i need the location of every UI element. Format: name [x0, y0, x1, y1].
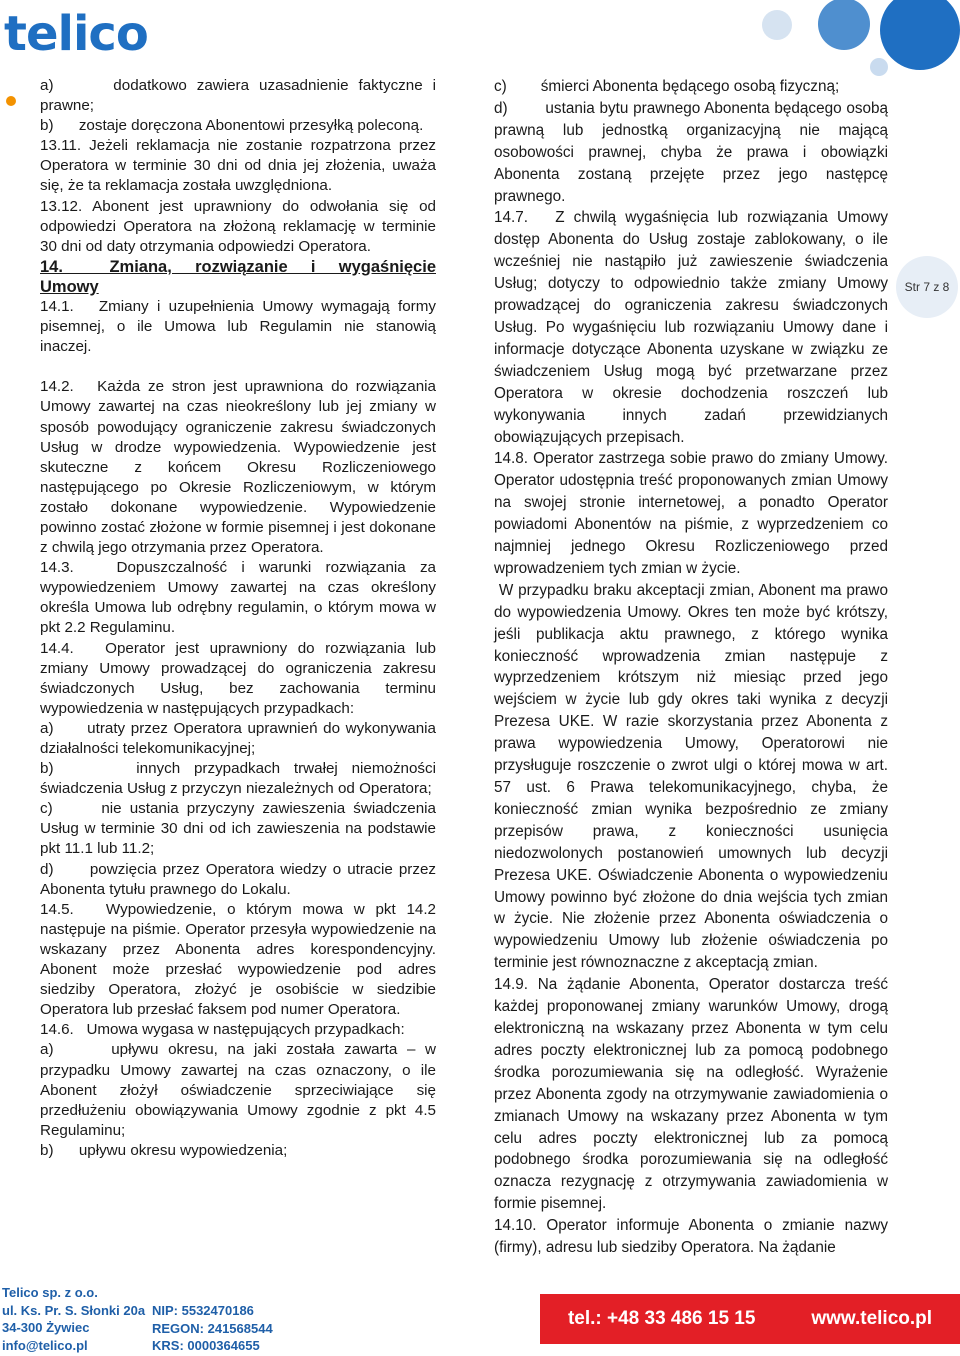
paragraph: d) ustania bytu prawnego Abonenta będącego osobą prawną lub jednostką organizacyjną nie mającą osobowości prawnej, chyba że prawa i obowiązki Abonenta zostaną przejęte przez jego następcę prawnego.: [494, 99, 888, 205]
paragraph: a) dodatkowo zawiera uzasadnienie faktyczne i prawne;: [40, 77, 436, 115]
company-name: Telico sp. z o.o.: [2, 1285, 98, 1300]
paragraph: 14.2. Każda ze stron jest uprawniona do rozwiązania Umowy zawartej na czas nieokreślony lub jej zmiany w sposób powodujący ograniczenie zakresu świadczonych Usług w drodze wypowiedzenia. Wypowiedzenie jest skuteczne z końcem Okresu Rozliczeniowego następującego po Okresie Rozliczeniowym, w którym zostało dokonane wypowiedzenie. Wypowiedzenie powinno zostać złożone w formie pisemnej i jest dokonane z chwilą jego otrzymania przez Operatora.: [40, 378, 436, 557]
paragraph: a) upływu okresu, na jaki została zawarta – w przypadku Umowy zawartej na czas oznaczony, o ile Abonent złożył oświadczenie sprzeciwiające się przedłużeniu obowiązywania Umowy zgodnie z pkt 4.5 Regulaminu;: [40, 1041, 436, 1139]
paragraph: 14.3. Dopuszczalność i warunki rozwiązania za wypowiedzeniem Umowy zawartej na czas określony określa Umowa lub odrębny regulamin, o którym mowa w pkt 2.2 Regulaminu.: [40, 559, 436, 637]
paragraph: 13.12. Abonent jest uprawniony do odwołania się od odpowiedzi Operatora na złożoną reklamację w terminie 30 dni od daty otrzymania odpowiedzi Operatora.: [40, 197, 436, 255]
paragraph: a) utraty przez Operatora uprawnień do wykonywania działalności telekomunikacyjnej;: [40, 719, 436, 757]
paragraph: c) nie ustania przyczyny zawieszenia świadczenia Usług w terminie 30 dni od ich zawieszenia na podstawie pkt 11.1 lub 11.2;: [40, 800, 436, 858]
paragraph: W przypadku braku akceptacji zmian, Abonent ma prawo do wypowiedzenia Umowy. Okres ten może być krótszy, jeśli publikacja aktu prawnego, z którego wynika konieczność wprowadzenia zmian następuje z wyprzedzeniem krótszym niż miesiąc przed jego wejściem w życie lub gdy okres taki wynika z decyzji Prezesa UKE. W razie skorzystania przez Abonenta z prawa wypowiedzenia Umowy, Operatorowi nie przysługuje roszczenie o zwrot ulgi o której mowa w art. 57 ust. 6 Prawa telekomunikacyjnego, chyba, że konieczność zmian wynika bezpośrednio ze zmiany przepisów prawa, z konieczności usunięcia niedozwolonych postanowień umownych lub decyzji Prezesa UKE. Oświadczenie Abonenta o wypowiedzeniu Umowy powinno być złożone do dnia wejścia tych zmian w życie. Nie złożenie przez Abonenta oświadczenia o wypowiedzeniu Umowy lub złożenie oświadczenia po terminie jest równoznaczne z akceptacją zmian.: [494, 581, 888, 972]
paragraph: 14.10. Operator informuje Abonenta o zmianie nazwy (firmy), adresu lub siedziby Operatora. Na żądanie: [494, 1217, 888, 1257]
page-number: Str 7 z 8: [904, 280, 950, 294]
page-number-badge: [896, 256, 958, 318]
footer-registry: [152, 1302, 273, 1355]
paragraph: 14.6. Umowa wygasa w następujących przypadkach:: [40, 1021, 405, 1039]
footer-phone[interactable]: tel.: +48 33 486 15 15: [567, 1308, 756, 1329]
paragraph: b) innych przypadkach trwałej niemożności świadczenia Usług z przyczyn niezależnych od Operatora;: [40, 760, 436, 798]
footer-website[interactable]: www.telico.pl: [811, 1308, 933, 1329]
paragraph: 14.7. Z chwilą wygaśnięcia lub rozwiązania Umowy dostęp Abonenta do Usług zostaje zablokowany, o ile wcześniej nie nastąpiło już zawieszenie świadczenia Usług; dotyczy to odpowiednio także zmiany Umowy prowadzącej do ograniczenia zakresu świadczonych Usług. Po wygaśnięciu lub rozwiązaniu Umowy dane i informacje dotyczące Abonenta uzyskane w związku ze świadczeniem Usług mogą być przetwarzane przez Operatora w okresie dochodzenia roszczeń lub wykonywania innych zadań przewidzianych obowiązujących przepisach.: [494, 209, 888, 446]
paragraph: b) zostaje doręczona Abonentowi przesyłką poleconą.: [40, 117, 424, 135]
regon: REGON: 241568544: [152, 1320, 273, 1336]
paragraph: 14.5. Wypowiedzenie, o którym mowa w pkt 14.2 następuje na piśmie. Operator przesyła wypowiedzenie na wskazany przez Abonenta adres korespondencyjny. Abonent może przesłać wypowiedzenie pod adres siedziby Operatora, złożyć je osobiście w siedzibie Operatora lub przesłać faksem pod numer Operatora.: [40, 900, 436, 1019]
paragraph: 14.9. Na żądanie Abonenta, Operator dostarcza treść każdej proponowanej zmiany warunków Umowy, drogą elektroniczną na wskazany przez Abonenta w tym celu adres poczty elektronicznej lub za pomocą podobnego środka porozumiewania się na odległość. Wyrażenie przez Abonenta zgody na otrzymywanie zawiadomienia o zmianach Umowy na wskazany przez Abonenta w tym celu adres poczty elektronicznej lub za pomocą podobnego środka porozumiewania się na odległość oznacza rezygnację z otrzymywania zawiadomienia w formie pisemnej.: [494, 976, 888, 1213]
section-heading: 14. Zmiana, rozwiązanie i wygaśnięcie: [40, 257, 436, 276]
paragraph: 14.8. Operator zastrzega sobie prawo do zmiany Umowy. Operator udostępnia treść proponowanych zmian Umowy na swojej stronie internetowej, a ponadto Operator powiadomi Abonentów na piśmie, z wyprzedzeniem co najmniej jednego Okresu Rozliczeniowego przed wprowadzeniem tych zmian w życie.: [494, 450, 888, 577]
section-heading-cont: Umowy: [40, 277, 99, 296]
paragraph: 14.4. Operator jest uprawniony do rozwiązania lub zmiany Umowy prowadzącej do ograniczenia zakresu świadczonych Usług, bez zachowania terminu wypowiedzenia w następujących przypadkach:: [40, 639, 436, 717]
paragraph: 14.1. Zmiany i uzupełnienia Umowy wymagają formy pisemnej, o ile Umowa lub Regulamin nie stanowią inaczej.: [40, 298, 436, 356]
paragraph: 13.11. Jeżeli reklamacja nie zostanie rozpatrzona przez Operatora w terminie 30 dni od dnia jej złożenia, uważa się, że ta reklamacja została uwzględniona.: [40, 137, 436, 195]
footer-company: [2, 1284, 145, 1354]
decor-bubble: [870, 58, 888, 76]
paragraph: c) śmierci Abonenta będącego osobą fizyczną;: [494, 78, 840, 95]
krs: KRS: 0000364655: [152, 1338, 260, 1353]
company-city: 34-300 Żywiec: [2, 1320, 90, 1335]
right-column: [494, 76, 888, 1259]
left-column: [40, 76, 436, 1161]
footer-contact-bar: [540, 1294, 960, 1344]
decor-bubble: [762, 10, 792, 40]
company-email[interactable]: info@telico.pl: [2, 1337, 88, 1353]
paragraph: d) powzięcia przez Operatora wiedzy o utracie przez Abonenta tytułu prawnego do Lokalu.: [40, 860, 436, 898]
paragraph: b) upływu okresu wypowiedzenia;: [40, 1141, 288, 1159]
logo-text: telico: [4, 6, 148, 62]
nip: NIP: 5532470186: [152, 1303, 254, 1318]
decor-bubble: [818, 0, 870, 50]
decor-bubble: [880, 0, 960, 70]
logo-dot: [6, 96, 16, 106]
company-street: ul. Ks. Pr. S. Słonki 20a: [2, 1302, 146, 1318]
